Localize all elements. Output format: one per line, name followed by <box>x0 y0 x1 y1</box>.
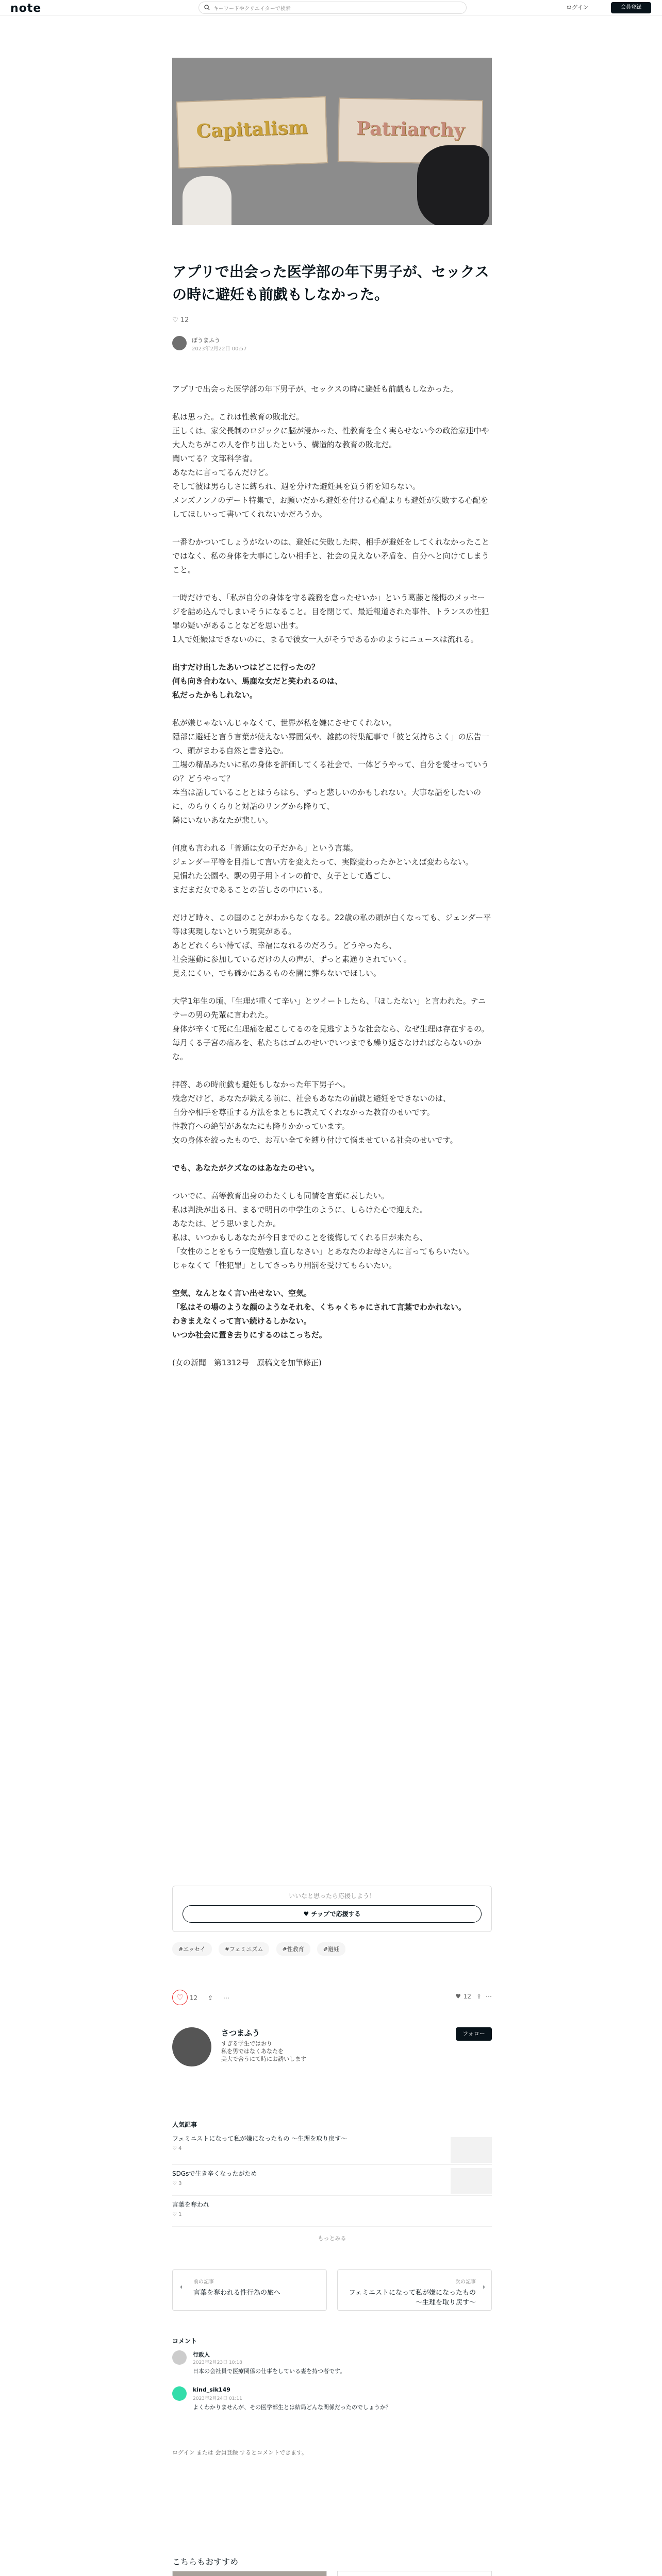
commenter-name[interactable]: 行政人 <box>193 2351 210 2358</box>
next-article[interactable] <box>337 2269 492 2311</box>
paragraph: ついでに、高等教育出身のわたくしも同情を言葉に表したい。 私は判決が出る日、まるで明日の中学生のように、しらけた心で迎えた。 あなたは、どう思いましたか。 私は、いつかもしあなたが今日までのことを後悔してくれる日が来たら、 「女性のことをもう一度勉強し直しなさい」とあなたのお母さんに言ってもらいたい。 じゃなくて「性犯罪」としてきっちり刑罰を受けてもらいたい。 <box>172 1191 474 1270</box>
prev-label: 前の記事 <box>193 2279 214 2285</box>
top-header <box>0 0 662 15</box>
tip-label: チップで応援する <box>311 1910 361 1918</box>
comments-heading: コメント <box>172 2337 197 2345</box>
tag[interactable]: #エッセイ <box>172 1942 212 1956</box>
commenter-avatar[interactable] <box>172 2386 187 2401</box>
sign-left-text: Capitalism <box>195 116 308 142</box>
comments-section <box>172 2336 492 2456</box>
heart-icon: ♡ <box>172 316 178 324</box>
note-logo[interactable]: note <box>10 2 42 15</box>
next-label: 次の記事 <box>455 2279 476 2285</box>
card-image <box>337 2571 492 2576</box>
recommended-card[interactable] <box>172 2571 327 2576</box>
popular-likes: 4 <box>178 2146 182 2151</box>
comment-date: 2023年2月24日 01:11 <box>193 2396 242 2401</box>
more-link[interactable]: もっとみる <box>318 2235 346 2242</box>
paragraph: だけど時々、この国のことがわからなくなる。22歳の私の頭が白くなっても、ジェンダー平等は実現しないという現実がある。 あとどれくらい待てば、幸福になれるのだろう。どうやったら、 社会運動に参加しているだけの人の声が、ずっと素通りされていく。 見えにくい、でも確かにあるものを闇に葬らないでほしい。 <box>172 913 491 978</box>
profile-bio: すぎる学生ではおり 私を男ではなくあなたを 美大で合うにて時にお誘いします <box>221 2040 306 2062</box>
right-like-count: 12 <box>463 1993 471 2000</box>
popular-thumb <box>451 2137 492 2163</box>
paragraph: でも、あなたがクズなのはあなたのせい。 <box>172 1163 319 1173</box>
sign-right-text: Patriarchy <box>356 117 465 141</box>
shoe-left <box>183 176 231 225</box>
popular-item[interactable]: フェミニストになって私が嫌になったもの ～生理を取り戻す～ ♡ 4 <box>172 2134 492 2165</box>
search-placeholder: キーワードやクリエイターで検索 <box>213 6 291 12</box>
popular-heading: 人気記事 <box>172 2121 197 2128</box>
popular-likes: 1 <box>178 2212 182 2217</box>
action-bar <box>172 1990 492 2005</box>
more-icon[interactable]: ⋯ <box>223 1994 229 2002</box>
profile-name[interactable]: さつまふう <box>221 2028 260 2038</box>
author-avatar[interactable] <box>172 336 187 350</box>
shoe-right <box>417 145 489 225</box>
publish-date: 2023年2月22日 00:57 <box>192 346 247 352</box>
popular-likes: 3 <box>178 2181 182 2187</box>
popular-thumb <box>451 2168 492 2194</box>
tip-icon: ♥ <box>303 1910 311 1918</box>
commenter-name[interactable]: kind_sik149 <box>193 2386 230 2393</box>
paragraph: 一時だけでも、「私が自分の身体を守る義務を怠ったせいか」という葛藤と後悔のメッセージを詰め込んでしまいそうになること。目を閉じて、最近報道された事件、トランスの性犯罪の疑いがあることなどを思い出す。 1人で妊娠はできないのに、まるで彼女一人がそうであるかのようにニュースは流れる。 <box>172 593 489 644</box>
right-heart-icon[interactable]: ♥ <box>455 1993 461 2000</box>
paragraph: (女の新聞 第1312号 原稿文を加筆修正) <box>172 1358 322 1367</box>
commenter-avatar[interactable] <box>172 2350 187 2365</box>
card-image <box>172 2571 327 2576</box>
popular-item[interactable]: SDGsで生き辛くなったがため ♡ 3 <box>172 2165 492 2196</box>
title-like-count: 12 <box>180 316 189 324</box>
comment-text: 日本の会社員で医療関係の仕事をしている妻を持つ者です。 <box>193 2368 346 2375</box>
paragraph: 出すだけ出したあいつはどこに行ったの？ 何も向き合わない、馬鹿な女だと笑われるのは、 私だったかもしれない。 <box>172 663 343 700</box>
recommended-heading: こちらもおすすめ <box>172 2557 239 2567</box>
share-icon-right[interactable]: ⇪ <box>476 1993 482 2000</box>
popular-title: フェミニストになって私が嫌になったもの ～生理を取り戻す～ <box>172 2135 347 2142</box>
tag[interactable]: #性教育 <box>276 1942 310 1956</box>
tip-button[interactable] <box>183 1905 482 1923</box>
paragraph: 私が嫌じゃないんじゃなくて、世界が私を嫌にさせてくれない。 隠部に避妊と言う言葉が使えない雰囲気や、雑誌の特集記事で「彼と気持ちよく」の広告一つ、頭がまわる自然と書き込む。 工場の精品みたいに私の身体を評価してくる社会で、一体どうやって、自分を愛せっていうの？どうやって？ 本当は話していることとはうらはら、ずっと悲しいのかもしれない。大事な話をしたいのに、のらりくらりと対話のリングから降りて、 隣にいないあなたが悲しい。 <box>172 718 489 825</box>
prev-title: 言葉を奪われる性行為の旅へ <box>193 2289 281 2297</box>
chevron-right-icon: › <box>482 2283 485 2291</box>
like-count: 12 <box>189 1994 198 2002</box>
login-button[interactable]: ログイン <box>566 4 589 11</box>
support-box <box>172 1886 492 1932</box>
paragraph: 拝啓、あの時前戯も避妊もしなかった年下男子へ。 残念だけど、あなたが鍛える前に、社会もあなたの前戯と避妊をできないのは、 自分や相手を尊重する方法をまともに教えてくれなかった教育のせいです。 性教育への絶望があなたにも降りかかっています。 女の身体を絞ったもので、お互い全てを縛り付けて悩ませている社会のせいです。 <box>172 1080 458 1145</box>
popular-item[interactable]: 言葉を奪われ ♡ 1 <box>172 2196 492 2227</box>
more-icon-right[interactable]: ⋯ <box>486 1993 492 2000</box>
tag[interactable]: #避妊 <box>317 1942 345 1956</box>
like-button[interactable]: ♡ <box>172 1990 188 2005</box>
follow-button[interactable]: フォロー <box>456 2027 492 2041</box>
prev-article[interactable] <box>172 2269 327 2311</box>
article-title: アプリで出会った医学部の年下男子が、セックスの時に避妊も前戯もしなかった。 <box>172 263 489 303</box>
author-name[interactable]: ぼうまふう <box>192 337 220 344</box>
popular-title: SDGsで生き辛くなったがため <box>172 2170 257 2177</box>
profile-avatar[interactable] <box>172 2027 211 2066</box>
signup-button[interactable]: 会員登録 <box>611 2 651 13</box>
paragraph: 私は思った。これは性教育の敗北だ。 正しくは、家父長制のロジックに脳が浸かった、性教育を全く実らせない今の政治家連中や大人たちがこの人を作り出したという、構造的な教育の敗北だ。 聞いてる？文部科学省。 あなたに言ってるんだけど。 そして彼は男らしさに縛られ、週を分けた避妊具を買う術を知らない。 メンズノンノのデート特集で、お願いだから避妊を付ける心配よりも避妊が失敗する心配をしてほしいって書いてくれないかだろうか。 <box>172 412 489 519</box>
support-question: いいなと思ったら応援しよう！ <box>288 1892 375 1900</box>
protest-sign-left <box>176 96 328 168</box>
title-like[interactable] <box>172 316 189 324</box>
article-body <box>172 382 492 1384</box>
paragraph: アプリで出会った医学部の年下男子が、セックスの時に避妊も前戯もしなかった。 <box>172 384 458 394</box>
search-input[interactable] <box>198 2 467 14</box>
comment-login-prompt[interactable]: ログイン または 会員登録 するとコメントできます。 <box>172 2449 308 2456</box>
comment-text: よくわかりませんが、その医学部生とは結局どんな関係だったのでしょうか？ <box>193 2404 391 2411</box>
share-icon[interactable]: ⇪ <box>207 1994 213 2002</box>
popular-title: 言葉を奪われ <box>172 2201 210 2208</box>
paragraph: 大学1年生の頃、「生理が重くて辛い」とツイートしたら、「ほしたない」と言われた。テニサーの男の先輩に言われた。 身体が辛くて死に生理痛を起こしてるのを見逃すような社会なら、なぜ生理は存在するの。 毎月くる子宮の痛みを、私たちはゴムのせいでいつまでも繰り返さなければならないのかな。 <box>172 996 489 1061</box>
recommended-card[interactable] <box>337 2571 492 2576</box>
paragraph: 空気、なんとなく言い出せない、空気。 「私はその場のような顔のようなそれを、くちゃくちゃにされて言葉でわかれない。 わきまえなくって言い続けるしかない。 いつか社会に置き去りにするのはこっちだ。 <box>172 1289 467 1340</box>
paragraph: 一番むかついてしょうがないのは、避妊に失敗した時、相手が避妊をしてくれなかったことではなく、私の身体を大事にしない相手と、社会の見えない矛盾を、自分へと向けてしまうこと。 <box>172 537 490 574</box>
chevron-left-icon: ‹ <box>180 2283 183 2291</box>
comment <box>172 2386 492 2433</box>
hero-image <box>172 58 492 225</box>
comment-date: 2023年2月23日 10:18 <box>193 2360 242 2365</box>
tag-list <box>172 1942 492 1956</box>
tag[interactable]: #フェミニズム <box>219 1942 270 1956</box>
popular-articles <box>172 2120 492 2242</box>
paragraph: 何度も言われる「普通は女の子だから」という言葉。 ジェンダー平等を目指して言い方を変えたって、実際変わったかといえば変わらない。 見慣れた公園や、駅の男子用トイレの前で、女子として過ごし、 まだまだ女であることの苦しさの中にいる。 <box>172 843 473 894</box>
comment <box>172 2350 492 2386</box>
next-title: フェミニストになって私が嫌になったもの ～生理を取り戻す～ <box>349 2289 476 2307</box>
search-icon <box>204 5 210 10</box>
